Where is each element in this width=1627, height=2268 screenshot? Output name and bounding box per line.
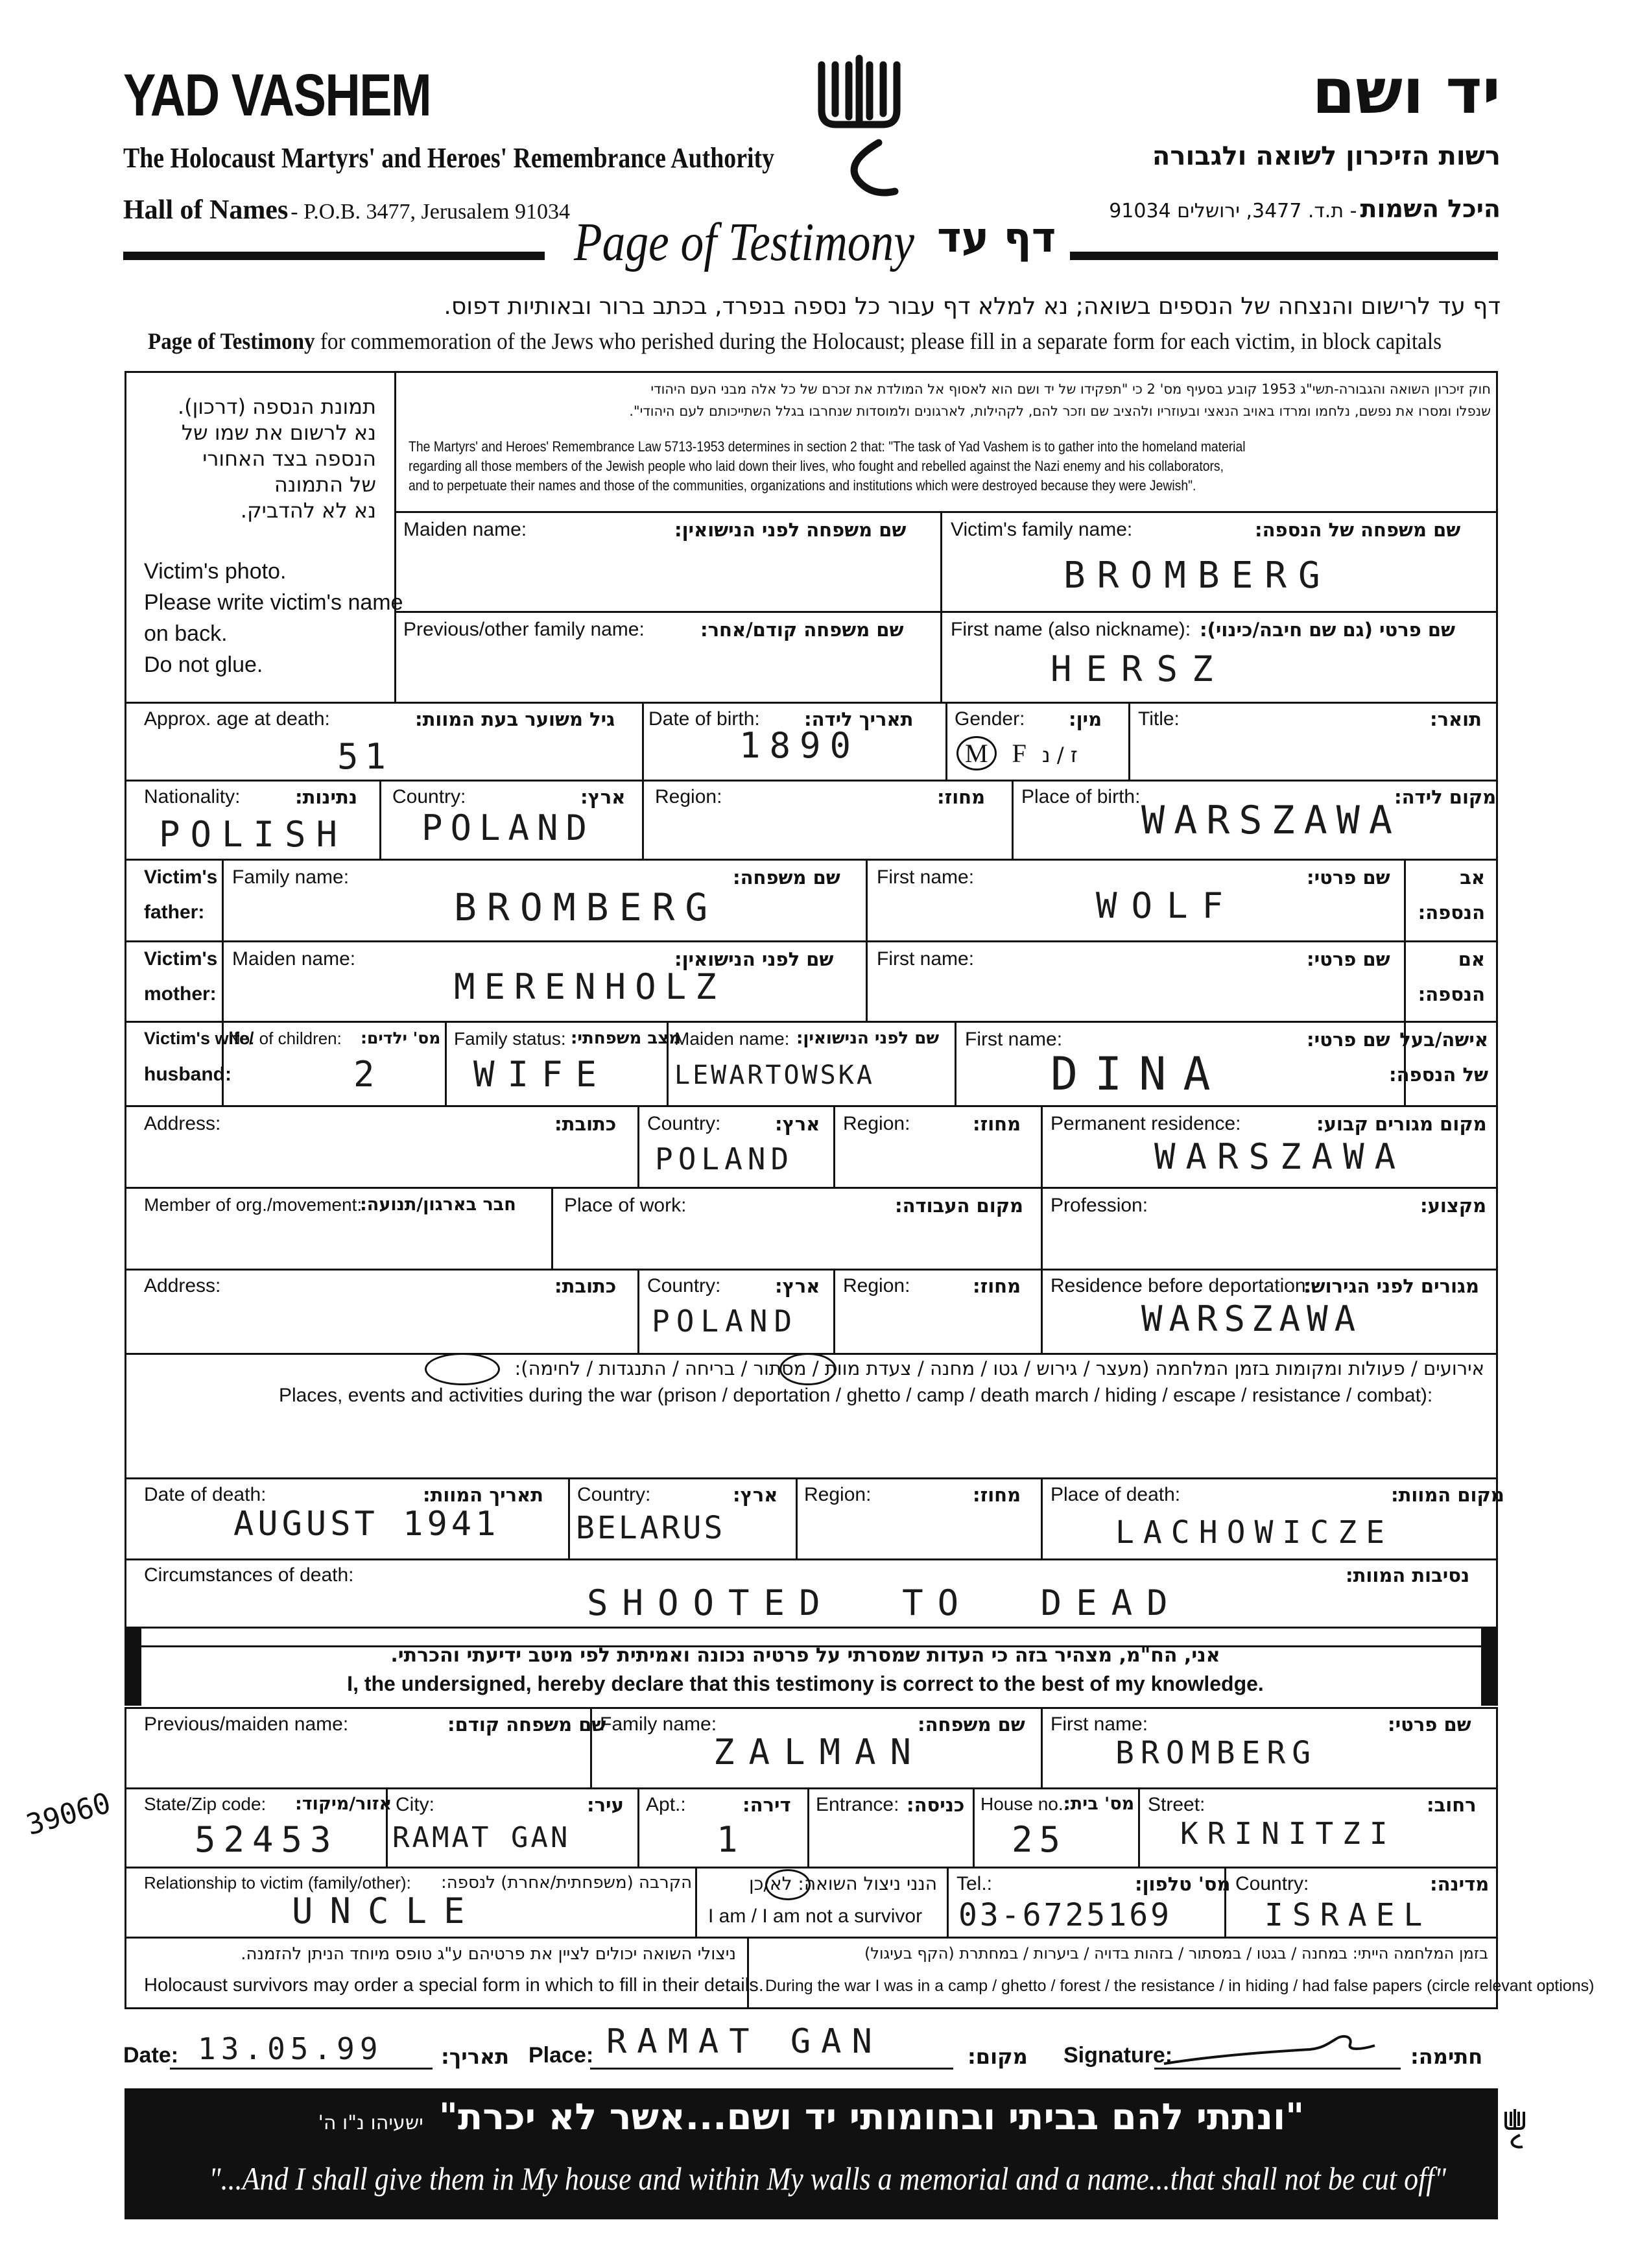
- label-deport: Residence before deportation:: [1051, 1275, 1311, 1296]
- label-death-region: Region:: [804, 1484, 872, 1505]
- father-family-name[interactable]: BROMBERG: [454, 885, 718, 929]
- label-spouse-first-he: שם פרטי:: [1307, 1029, 1390, 1051]
- label-perm: Permanent residence:: [1051, 1113, 1241, 1134]
- page-title: Page of Testimony: [574, 212, 914, 272]
- label-profession: Profession:: [1051, 1195, 1148, 1216]
- date-of-death[interactable]: AUGUST 1941: [233, 1505, 500, 1544]
- label-dob-he: תאריך לידה:: [804, 708, 914, 730]
- photo-he-3: הנספה בצד האחורי: [202, 446, 376, 471]
- quote-he-ref: ישעיהו נ"ו ה': [318, 2112, 423, 2134]
- label-spouse-1: Victim's wife/: [144, 1029, 254, 1048]
- hall-of-names-label: Hall of Names: [123, 195, 289, 225]
- photo-en-3: on back.: [144, 621, 228, 646]
- label-address-1-he: כתובת:: [554, 1113, 617, 1135]
- label-survivor-en[interactable]: I am / I am not a survivor: [708, 1905, 923, 1927]
- survivor-yes-circle: [765, 1869, 811, 1900]
- label-first-name: First name (also nickname):: [951, 619, 1191, 640]
- label-children-he: מס' ילדים:: [361, 1029, 441, 1047]
- label-age: Approx. age at death:: [144, 708, 330, 730]
- label-addr-region-he: מחוז:: [973, 1113, 1021, 1135]
- photo-en-1: Victim's photo.: [144, 559, 287, 584]
- address-he: - ת.ד. 3477, ירושלים 91034: [1109, 200, 1357, 222]
- label-circ: Circumstances of death:: [144, 1564, 354, 1586]
- org-title-he: יד ושם: [1312, 55, 1501, 128]
- label-country-he: ארץ:: [580, 786, 626, 808]
- photo-en-2: Please write victim's name: [144, 590, 403, 615]
- permanent-residence[interactable]: WARSZAWA: [1154, 1136, 1407, 1177]
- label-entrance-he: כניסה:: [907, 1794, 965, 1816]
- label-gender: Gender:: [955, 708, 1025, 730]
- label-address-1: Address:: [144, 1113, 221, 1134]
- label-age-he: גיל משוער בעת המוות:: [415, 708, 615, 730]
- label-sub-prev-he: שם משפחה קודם:: [447, 1713, 606, 1736]
- label-sub-fam-he: שם משפחה:: [918, 1713, 1025, 1736]
- label-spouse-2: husband:: [144, 1064, 232, 1085]
- label-status: Family status:: [454, 1029, 566, 1049]
- label-tel-he: מס' טלפון:: [1135, 1873, 1231, 1895]
- label-sub-fam: Family name:: [600, 1713, 717, 1735]
- gender-options[interactable]: [956, 736, 1078, 770]
- label-signature-he: חתימה:: [1410, 2044, 1483, 2069]
- residence-before-deportation[interactable]: WARSZAWA: [1141, 1298, 1362, 1339]
- label-city: City:: [396, 1794, 434, 1815]
- label-addr-country: Country:: [647, 1113, 721, 1134]
- label-zip-he: אזור/מיקוד:: [295, 1794, 392, 1814]
- label-father-fam-he: שם משפחה:: [733, 866, 840, 889]
- label-pob: Place of birth:: [1021, 786, 1141, 807]
- label-apt-he: דירה:: [742, 1794, 791, 1816]
- mother-maiden-name[interactable]: MERENHOLZ: [454, 966, 726, 1007]
- intro-he: דף עד לרישום והנצחה של הנספים בשואה; נא למלא דף עבור כל נספה בנפרד, בכתב ברור ובאותיות דפוס.: [444, 293, 1501, 320]
- label-work-he: מקום העבודה:: [895, 1195, 1024, 1217]
- victim-nationality[interactable]: POLISH: [159, 814, 348, 855]
- photo-he-1: תמונת הנספה (דרכון).: [177, 394, 376, 419]
- org-title: YAD VASHEM: [123, 62, 431, 128]
- gender-male-circled[interactable]: M: [956, 736, 997, 770]
- label-status-he: מצב משפחתי:: [571, 1029, 682, 1048]
- father-first-name[interactable]: WOLF: [1096, 885, 1238, 926]
- label-spouse-maiden: Maiden name:: [674, 1029, 790, 1049]
- org-subtitle-he: רשות הזיכרון לשואה ולגבורה: [1152, 141, 1501, 171]
- quote-en-text: "...And I shall give them in My house and within My walls a memorial and a name...that shall not be cut off": [209, 2160, 1447, 2197]
- label-maiden-name: Maiden name:: [403, 519, 527, 540]
- place-of-death[interactable]: LACHOWICZE: [1115, 1514, 1394, 1551]
- quote-he: [125, 2096, 1498, 2138]
- label-dob: Date of birth:: [648, 708, 760, 730]
- label-father-1: Victim's: [144, 866, 218, 888]
- label-war-en: During the war I was in a camp / ghetto / forest / the resistance / in hiding / had false papers (circle relevant options): [765, 1977, 1595, 1995]
- label-spouse-first: First name:: [965, 1029, 1063, 1050]
- escape-circle: [425, 1353, 500, 1385]
- label-relation-he: הקרבה (משפחתית/אחרת) לנספה:: [441, 1873, 693, 1892]
- label-country: Country:: [392, 786, 466, 807]
- city[interactable]: RAMAT GAN: [392, 1821, 571, 1854]
- label-dep-country: Country:: [647, 1275, 721, 1296]
- family-status[interactable]: WIFE: [473, 1054, 610, 1095]
- label-mother-2: mother:: [144, 983, 217, 1005]
- victim-first-name[interactable]: HERSZ: [1051, 649, 1228, 689]
- label-dod-he: תאריך המוות:: [423, 1484, 543, 1506]
- label-title: Title:: [1138, 708, 1180, 730]
- title-rule-right: [1070, 252, 1498, 260]
- street[interactable]: KRINITZI: [1180, 1816, 1397, 1851]
- label-maiden-name-he: שם משפחה לפני הנישואין:: [674, 519, 907, 541]
- label-region: Region:: [655, 786, 722, 807]
- label-work: Place of work:: [564, 1195, 687, 1216]
- submitter-family-name[interactable]: ZALMAN: [713, 1732, 926, 1773]
- label-tel: Tel.:: [956, 1873, 993, 1894]
- label-region-he: מחוז:: [937, 786, 986, 808]
- label-date: Date:: [123, 2043, 179, 2068]
- quote-en-ref: Isaiah, 56:5: [1533, 2173, 1627, 2194]
- ghetto-circle: [779, 1353, 837, 1385]
- law-en-3: and to perpetuate their names and those of the communities, organizations and institutions which were destroyed because they were Jewish".: [409, 477, 1196, 494]
- label-pod: Place of death:: [1051, 1484, 1181, 1505]
- intro-en-bold: Page of Testimony: [148, 328, 315, 354]
- apartment[interactable]: 1: [717, 1819, 744, 1860]
- label-children: No. of children:: [228, 1029, 342, 1048]
- victim-pob[interactable]: WARSZAWA: [1141, 798, 1401, 843]
- death-country[interactable]: BELARUS: [576, 1510, 726, 1546]
- label-city-he: עיר:: [587, 1794, 624, 1816]
- place-line: [590, 2068, 953, 2070]
- label-addr-region: Region:: [843, 1113, 910, 1134]
- label-date-he: תאריך:: [441, 2044, 510, 2069]
- victim-country[interactable]: POLAND: [422, 807, 595, 848]
- label-death-country: Country:: [577, 1484, 651, 1505]
- victim-family-name[interactable]: BROMBERG: [1063, 555, 1332, 597]
- label-prev-name: Previous/other family name:: [403, 619, 645, 640]
- label-father-he-1: אב: [1460, 866, 1485, 889]
- label-death-country-he: ארץ:: [733, 1484, 778, 1506]
- gender-he-options[interactable]: ז / נ: [1041, 743, 1078, 767]
- label-relation: Relationship to victim (family/other):: [144, 1873, 411, 1892]
- label-sub-first: First name:: [1051, 1713, 1148, 1735]
- label-mother-maiden-he: שם לפני הנישואין:: [674, 948, 834, 970]
- label-member-he: חבר בארגון/תנועה:: [360, 1195, 516, 1215]
- label-father-first-he: שם פרטי:: [1307, 866, 1390, 889]
- label-form-en: Holocaust survivors may order a special form in which to fill in their details.: [144, 1975, 764, 1996]
- label-profession-he: מקצוע:: [1420, 1195, 1487, 1217]
- label-address-2-he: כתובת:: [554, 1275, 617, 1297]
- spouse-maiden-name[interactable]: LEWARTOWSKA: [674, 1060, 875, 1090]
- label-sub-prev: Previous/maiden name:: [144, 1713, 349, 1735]
- signature-scribble[interactable]: [1161, 2030, 1394, 2069]
- submitter-country[interactable]: ISRAEL: [1265, 1897, 1432, 1933]
- page-title-he: דף עד: [937, 214, 1056, 262]
- hall-he: [1109, 195, 1501, 223]
- label-mother-first-he: שם פרטי:: [1307, 948, 1390, 970]
- gender-female[interactable]: F: [1012, 739, 1027, 768]
- label-father-2: father:: [144, 901, 205, 923]
- declaration-he: אני, הח"מ, מצהיר בזה כי העדות שמסרתי על פרטיה נכונה ואמיתית לפי מיטב ידיעתי והכרתי.: [390, 1644, 1220, 1667]
- label-mother-first: First name:: [877, 948, 975, 970]
- spouse-first-name[interactable]: DINA: [1051, 1047, 1228, 1101]
- small-logo-icon: [1503, 2108, 1526, 2149]
- date-line: [170, 2068, 433, 2070]
- declaration-en: I, the undersigned, hereby declare that this testimony is correct to the best of my knowledge.: [347, 1672, 1264, 1695]
- label-spouse-he-1: אישה/בעל: [1399, 1029, 1488, 1051]
- label-dep-country-he: ארץ:: [775, 1275, 820, 1297]
- label-zip: State/Zip code:: [144, 1794, 267, 1814]
- label-spouse-maiden-he: שם לפני הנישואין:: [796, 1029, 940, 1048]
- date-value[interactable]: 13.05.99: [198, 2031, 383, 2066]
- quote-en: [125, 2160, 1627, 2197]
- label-dod: Date of death:: [144, 1484, 267, 1505]
- victim-dob[interactable]: 1890: [739, 725, 861, 766]
- deportation-country[interactable]: POLAND: [652, 1304, 799, 1339]
- label-entrance: Entrance:: [816, 1794, 899, 1815]
- zip-code[interactable]: 52453: [195, 1819, 339, 1860]
- label-nationality: Nationality:: [144, 786, 241, 807]
- label-mother-maiden: Maiden name:: [232, 948, 356, 970]
- label-circ-he: נסיבות המוות:: [1346, 1564, 1470, 1586]
- victim-age[interactable]: 51: [337, 736, 393, 777]
- photo-he-5: נא לא להדביק.: [240, 498, 376, 523]
- submitter-first-name[interactable]: BROMBERG: [1115, 1735, 1318, 1771]
- label-form-he: ניצולי השואה יכולים לציין את פרטיהם ע"ג טופס מיוחד הניתן להזמנה.: [241, 1944, 736, 1964]
- label-place: Place:: [528, 2043, 594, 2068]
- label-apt: Apt.:: [646, 1794, 686, 1815]
- photo-he-2: נא לרשום את שמו של: [181, 420, 376, 445]
- photo-he-4: של התמונה: [274, 472, 376, 497]
- house-number[interactable]: 25: [1012, 1819, 1067, 1860]
- label-gender-he: מין:: [1069, 708, 1102, 730]
- label-house: House no.:: [980, 1794, 1069, 1814]
- relationship[interactable]: UNCLE: [292, 1891, 482, 1931]
- label-father-first: First name:: [877, 866, 975, 888]
- label-events-en: Places, events and activities during the war (prison / deportation / ghetto / camp / death march / hiding / escape / resistance / combat):: [279, 1385, 1433, 1406]
- hall-he-label: היכל השמות: [1360, 195, 1501, 223]
- label-mother-1: Victim's: [144, 948, 218, 970]
- address-country[interactable]: POLAND: [655, 1141, 794, 1176]
- label-nationality-he: נתינות:: [295, 786, 357, 808]
- label-sub-first-he: שם פרטי:: [1388, 1713, 1471, 1736]
- circumstances-of-death[interactable]: SHOOTED TO DEAD: [587, 1582, 1182, 1623]
- place-value[interactable]: RAMAT GAN: [606, 2022, 883, 2061]
- label-pod-he: מקום המוות:: [1391, 1484, 1504, 1506]
- label-place-he: מקום:: [968, 2044, 1028, 2069]
- label-spouse-he-2: של הנספה:: [1388, 1064, 1488, 1086]
- law-he-1: חוק זיכרון השואה והגבורה-תשי"ג 1953 קובע בסעיף מס' 2 כי "תפקידו של יד ושם הוא לאסוף אל המולדת את זכרם של כל אלה מבני העם היהודי: [650, 381, 1491, 397]
- label-prev-name-he: שם משפחה קודם/אחר:: [700, 619, 904, 641]
- label-death-region-he: מחוז:: [973, 1484, 1021, 1506]
- quote-he-text: "ונתתי להם בביתי ובחומותי יד ושם...אשר לא יכרת": [438, 2096, 1305, 2138]
- yad-vashem-logo: [814, 52, 905, 201]
- label-deport-he: מגורים לפני הגירוש:: [1303, 1275, 1479, 1297]
- label-dep-region-he: מחוז:: [973, 1275, 1021, 1297]
- label-dep-region: Region:: [843, 1275, 910, 1296]
- label-war-he: בזמן המלחמה הייתי: במחנה / בגטו / במסתור / בזהות בדויה / ביערות / במחתרת (הקף בעיגול): [864, 1944, 1488, 1963]
- label-pob-he: מקום לידה:: [1394, 786, 1497, 808]
- label-family-name: Victim's family name:: [951, 519, 1133, 540]
- margin-reference-number: 39060: [22, 1786, 115, 1843]
- label-street-he: רחוב:: [1427, 1794, 1477, 1816]
- law-en-2: regarding all those members of the Jewish people who laid down their lives, who fought and rebelled against the Nazi enemy and his collaborators,: [409, 458, 1224, 474]
- title-rule-left: [123, 252, 545, 260]
- label-mother-he-1: אם: [1458, 948, 1485, 970]
- label-house-he: מס' בית:: [1063, 1794, 1135, 1814]
- hall-of-names: [123, 195, 570, 226]
- label-address-2: Address:: [144, 1275, 221, 1296]
- address-en: - P.O.B. 3477, Jerusalem 91034: [291, 200, 570, 224]
- intro-en-rest: for commemoration of the Jews who perished during the Holocaust; please fill in a separate form for each victim, in block capitals: [315, 328, 1442, 354]
- org-subtitle: The Holocaust Martyrs' and Heroes' Remembrance Authority: [123, 142, 775, 174]
- label-street: Street:: [1148, 1794, 1205, 1815]
- label-member: Member of org./movement:: [144, 1195, 362, 1215]
- label-addr-country-he: ארץ:: [775, 1113, 820, 1135]
- label-family-name-he: שם משפחה של הנספה:: [1255, 519, 1461, 541]
- label-father-he-2: הנספה:: [1418, 901, 1485, 924]
- number-of-children[interactable]: 2: [353, 1054, 381, 1095]
- label-first-name-he: שם פרטי (גם שם חיבה/כינוי):: [1200, 619, 1456, 641]
- law-en-1: The Martyrs' and Heroes' Remembrance Law 5713-1953 determines in section 2 that: "The task of Yad Vashem is to gather into the homeland material: [409, 438, 1246, 455]
- photo-en-4: Do not glue.: [144, 652, 263, 677]
- telephone[interactable]: 03-6725169: [958, 1897, 1172, 1933]
- law-he-2: שנפלו ומסרו את נפשם, נלחמו ומרדו באויב הנאצי ובעוזריו ולהציב שם וזכר להם, לקהילות, לארגונים ולמוסדות שנחרבו בגלל השתייכותם לעם היהודי".: [629, 403, 1491, 419]
- label-signature: Signature:: [1063, 2043, 1173, 2068]
- label-sub-country: Country:: [1235, 1873, 1309, 1894]
- label-father-fam: Family name:: [232, 866, 350, 888]
- label-survivor-he: הנני ניצול השואה: לא/כן: [748, 1873, 937, 1894]
- intro-en: [148, 328, 1442, 355]
- label-title-he: תואר:: [1430, 708, 1482, 730]
- label-sub-country-he: מדינה:: [1430, 1873, 1490, 1895]
- label-mother-he-2: הנספה:: [1418, 983, 1485, 1005]
- label-events-he: אירועים / פעולות ומקומות בזמן המלחמה (מעצר / גירוש / גטו / מחנה / צעדת מוות / מסתור / בריחה / התנגדות / לחימה):: [514, 1357, 1484, 1379]
- label-perm-he: מקום מגורים קבוע:: [1316, 1113, 1487, 1135]
